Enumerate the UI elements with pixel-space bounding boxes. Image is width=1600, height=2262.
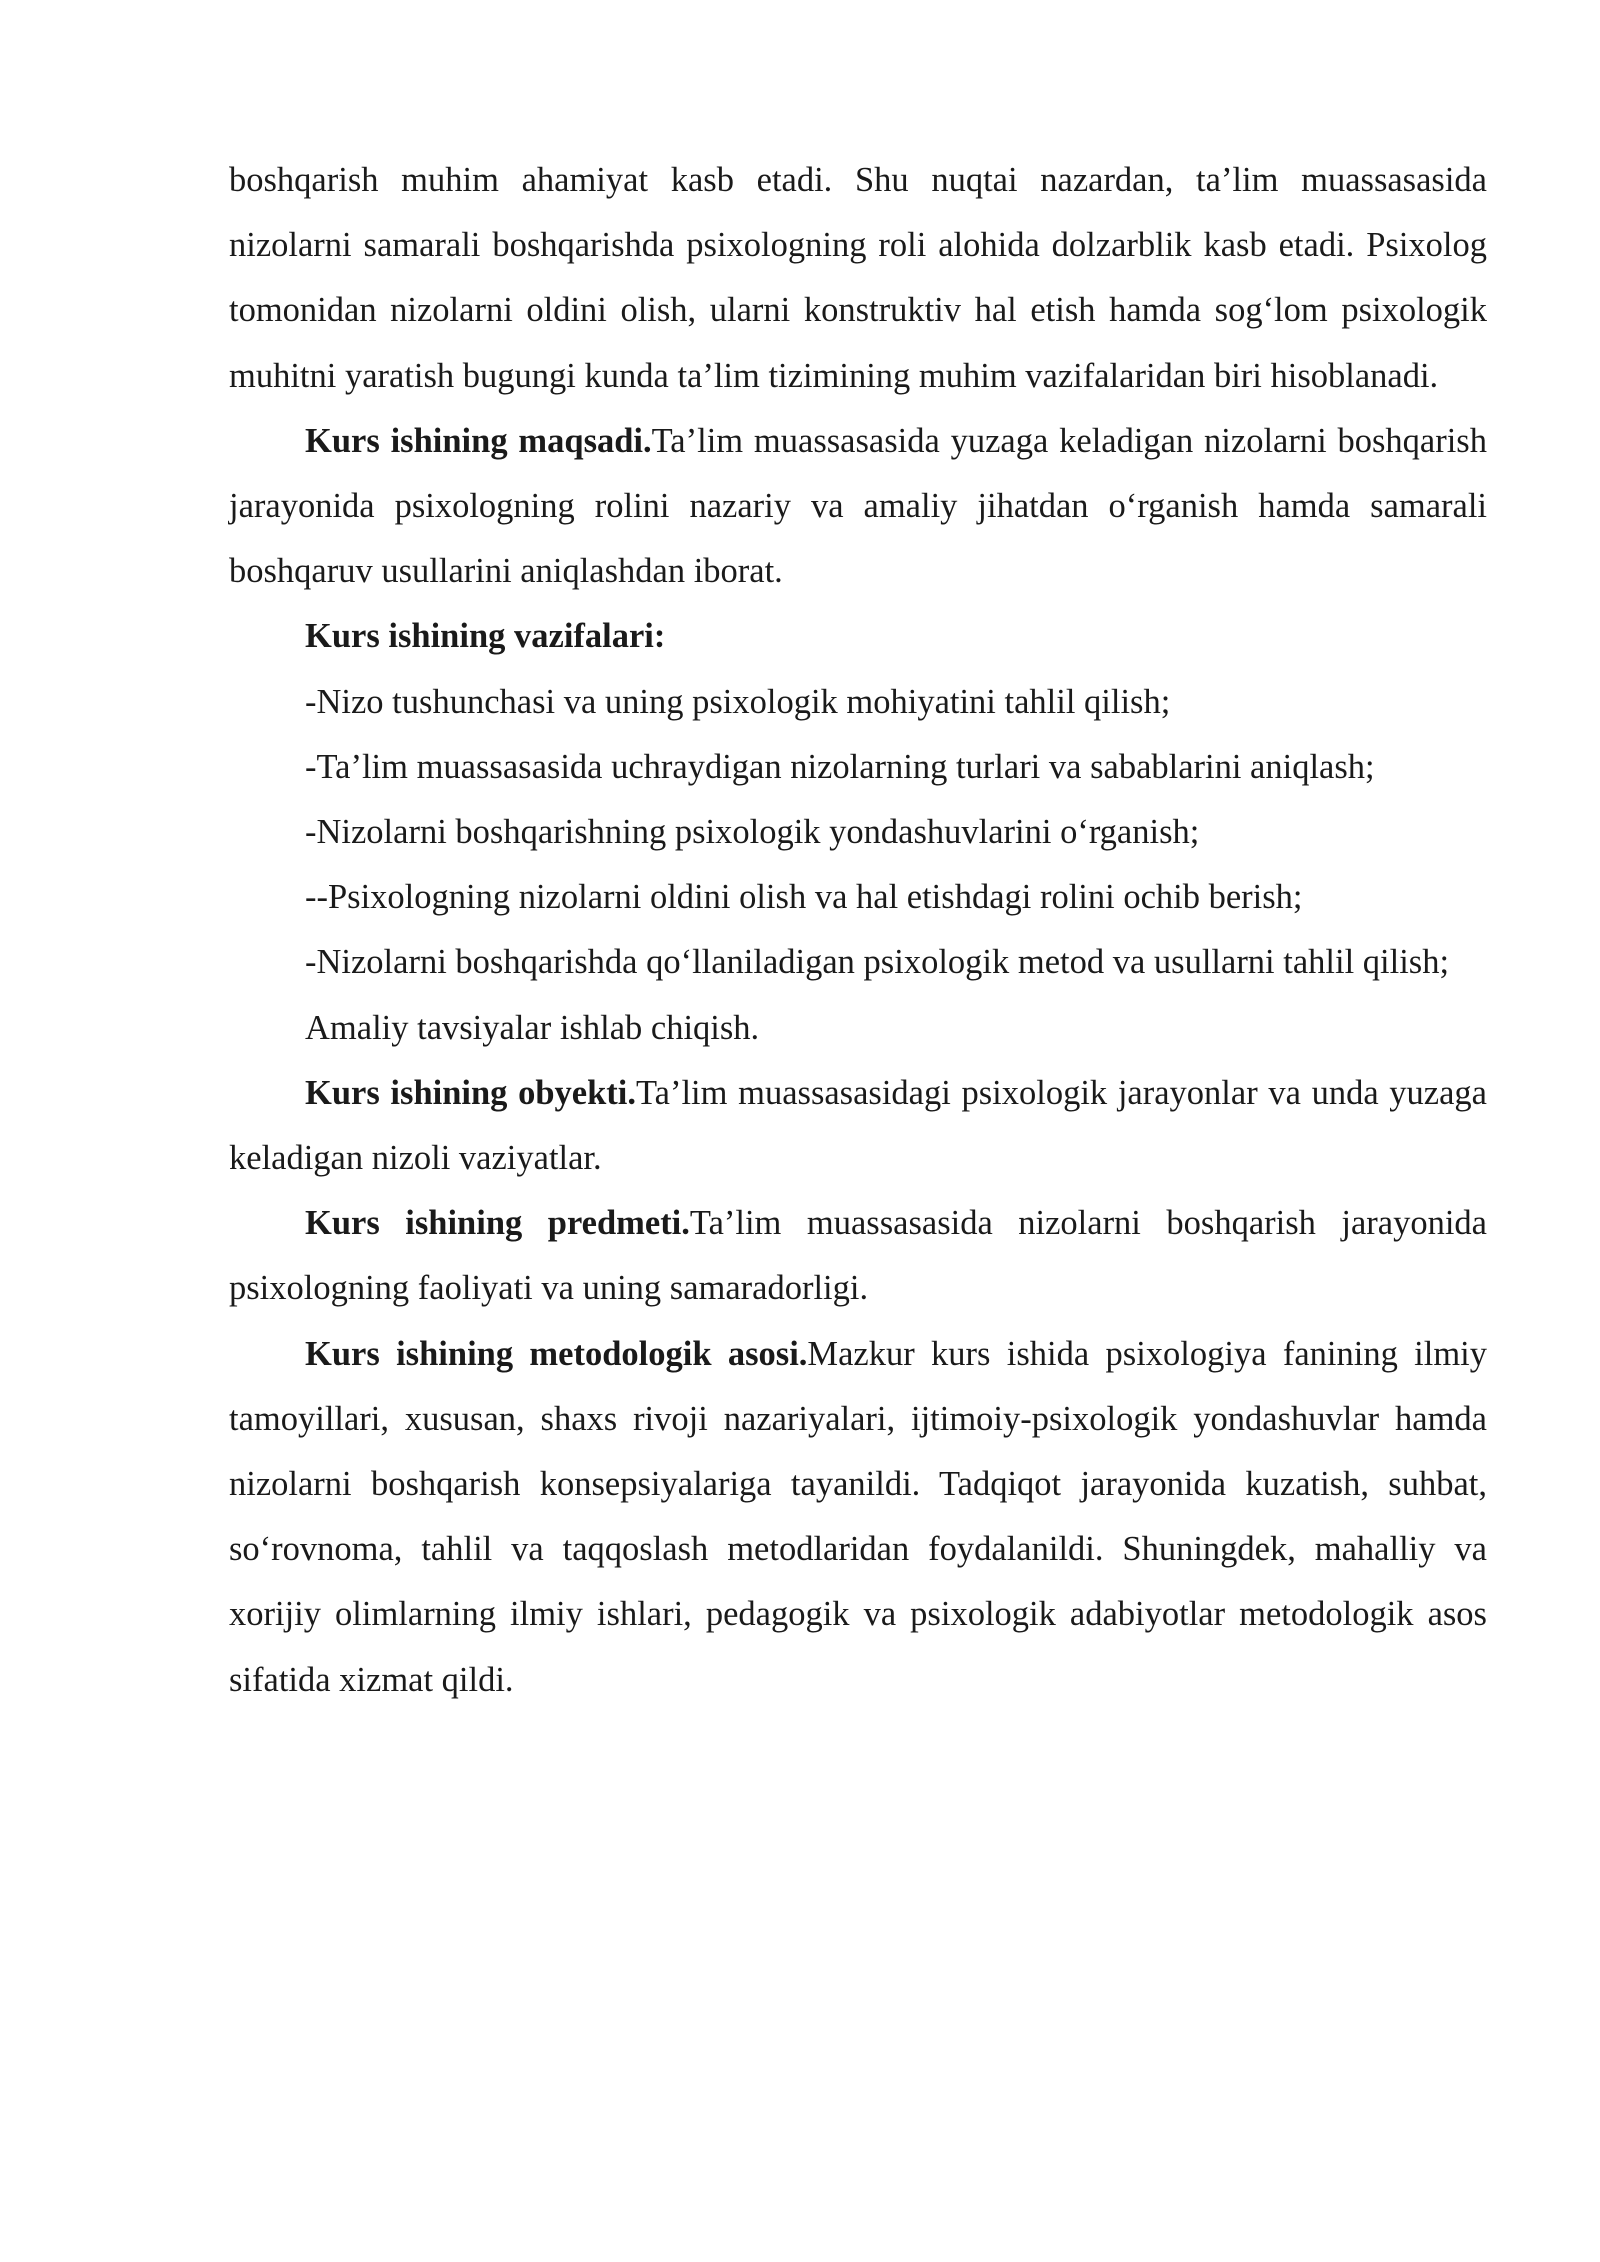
task-item: --Psixologning nizolarni oldini olish va hal etishdagi rolini ochib berish; [305, 878, 1303, 917]
subject-text: Ta’lim muassasasida nizolarni boshqarish jarayonida psixologning faoliyati va uning samaradorligi. [229, 1204, 1487, 1308]
goal-heading: Kurs ishining maqsadi. [305, 421, 652, 460]
goal-text: Ta’lim muassasasida yuzaga keladigan nizolarni boshqarish jarayonida psixologning rolini nazariy va amaliy jihatdan o‘rganish hamda samarali boshqaruv usullarini aniqlashdan iborat. [229, 421, 1487, 591]
object-text: Ta’lim muassasasidagi psixologik jarayonlar va unda yuzaga keladigan nizoli vaziyatlar. [229, 1073, 1487, 1178]
object-heading: Kurs ishining obyekti. [305, 1073, 636, 1112]
methodology-paragraph [229, 1322, 1487, 1713]
methodology-heading: Kurs ishining metodologik asosi. [305, 1334, 808, 1373]
tasks-heading: Kurs ishining vazifalari: [305, 617, 666, 656]
subject-paragraph [229, 1191, 1487, 1321]
goal-paragraph [229, 409, 1487, 605]
tasks-heading-paragraph [229, 604, 1487, 669]
task-item: -Ta’lim muassasasida uchraydigan nizolarning turlari va sabablarini aniqlash; [305, 747, 1375, 786]
task-item: -Nizolarni boshqarishning psixologik yondashuvlarini o‘rganish; [305, 813, 1200, 852]
methodology-text: Mazkur kurs ishida psixologiya fanining ilmiy tamoyillari, xususan, shaxs rivoji nazariyalari, ijtimoiy-psixologik yondashuvlar hamda nizolarni boshqarish konsepsiyalariga tayanildi. Tadqiqot jarayonida kuzatish, suhbat, so‘rovnoma, tahlil va taqqoslash metodlaridan foydalanildi. Shuningdek, mahalliy va xorijiy olimlarning ilmiy ishlari, pedagogik va psixologik adabiyotlar metodologik asos sifatida xizmat qildi. [229, 1334, 1487, 1699]
task-item: Amaliy tavsiyalar ishlab chiqish. [305, 1008, 760, 1047]
document-body [229, 148, 1487, 1713]
task-item: -Nizo tushunchasi va uning psixologik mohiyatini tahlil qilish; [305, 682, 1171, 721]
subject-heading: Kurs ishining predmeti. [305, 1204, 690, 1243]
task-item: -Nizolarni boshqarishda qo‘llaniladigan psixologik metod va usullarni tahlil qilish; [305, 943, 1450, 982]
intro-paragraph: boshqarish muhim ahamiyat kasb etadi. Shu nuqtai nazardan, ta’lim muassasasida nizolarni samarali boshqarishda psixologning roli alohida dolzarblik kasb etadi. Psixolog tomonidan nizolarni oldini olish, ularni konstruktiv hal etish hamda sog‘lom psixologik muhitni yaratish bugungi kunda ta’lim tizimining muhim vazifalaridan biri hisoblanadi. [229, 161, 1487, 395]
object-paragraph [229, 1061, 1487, 1191]
